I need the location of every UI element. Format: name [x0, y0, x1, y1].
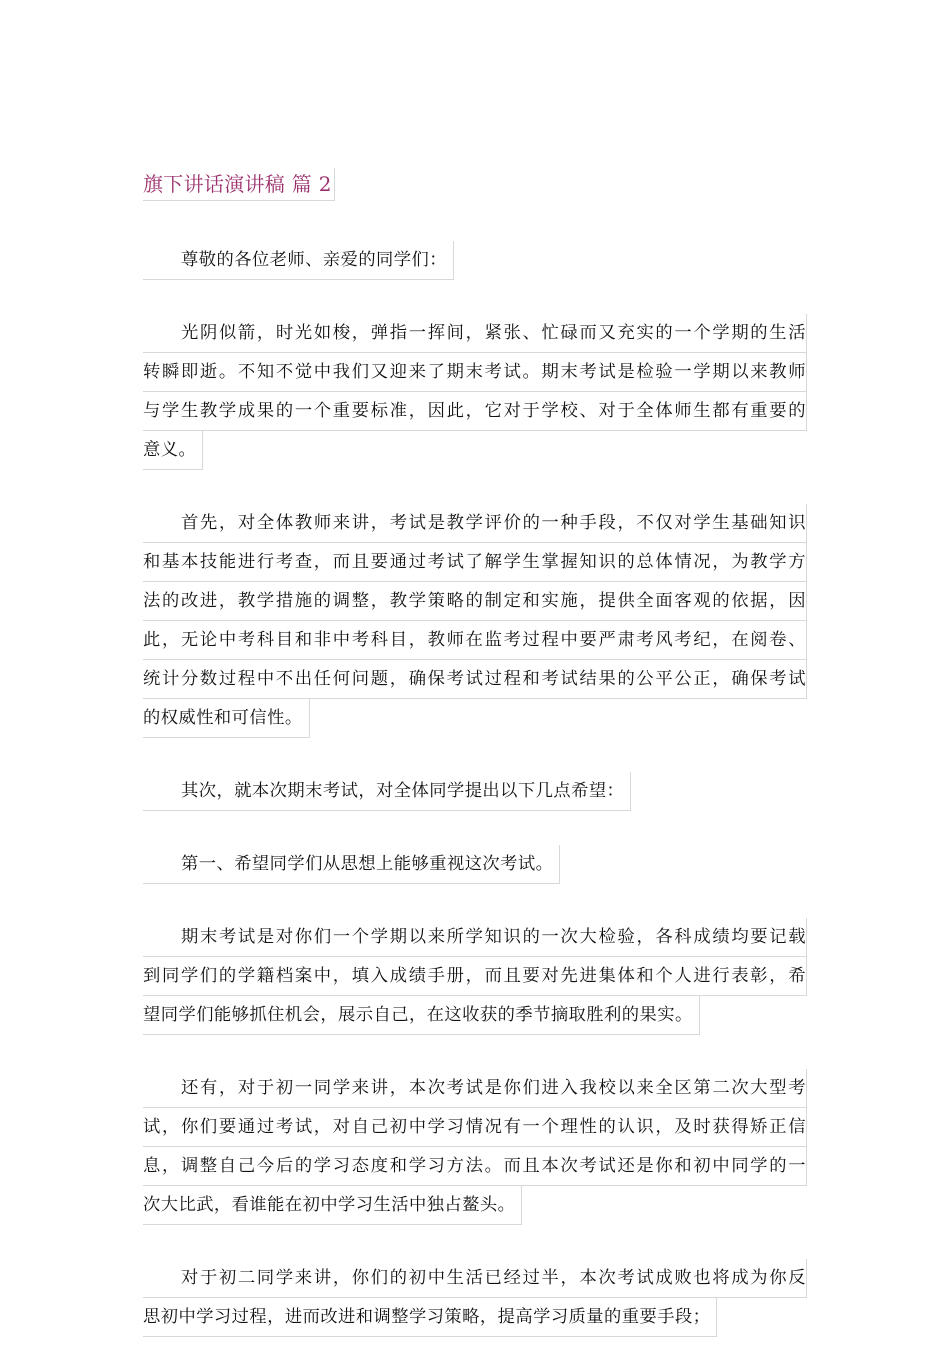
paragraph-line: 试，你们要通过考试，对自己初中学习情况有一个理性的认识，及时获得矫正信 — [143, 1108, 807, 1147]
document-body — [143, 241, 807, 1352]
paragraph-line: 对于初二同学来讲，你们的初中生活已经过半，本次考试成败也将成为你反 — [143, 1259, 807, 1298]
paragraph-line: 思初中学习过程，进而改进和调整学习策略，提高学习质量的重要手段； — [143, 1298, 717, 1337]
paragraph — [143, 845, 807, 899]
paragraph-line: 尊敬的各位老师、亲爱的同学们： — [143, 241, 454, 280]
paragraph-line: 次大比武，看谁能在初中学习生活中独占鳌头。 — [143, 1186, 522, 1225]
paragraph-line: 此，无论中考科目和非中考科目，教师在监考过程中要严肃考风考纪，在阅卷、 — [143, 621, 807, 660]
paragraph-line: 第一、希望同学们从思想上能够重视这次考试。 — [143, 845, 560, 884]
paragraph-line: 其次，就本次期末考试，对全体同学提出以下几点希望： — [143, 772, 631, 811]
paragraph-line: 期末考试是对你们一个学期以来所学知识的一次大检验，各科成绩均要记载 — [143, 918, 807, 957]
paragraph-line: 光阴似箭，时光如梭，弹指一挥间，紧张、忙碌而又充实的一个学期的生活 — [143, 314, 807, 353]
paragraph-line: 意义。 — [143, 431, 203, 470]
paragraph — [143, 314, 807, 485]
paragraph — [143, 772, 807, 826]
document-title: 旗下讲话演讲稿 篇 2 — [143, 168, 335, 201]
paragraph-line: 与学生教学成果的一个重要标准，因此，它对于学校、对于全体师生都有重要的 — [143, 392, 807, 431]
paragraph — [143, 1259, 807, 1352]
paragraph-line: 到同学们的学籍档案中，填入成绩手册，而且要对先进集体和个人进行表彰，希 — [143, 957, 807, 996]
paragraph — [143, 1069, 807, 1240]
paragraph-line: 望同学们能够抓住机会，展示自己，在这收获的季节摘取胜利的果实。 — [143, 996, 700, 1035]
paragraph-line: 和基本技能进行考查，而且要通过考试了解学生掌握知识的总体情况，为教学方 — [143, 543, 807, 582]
paragraph-line: 的权威性和可信性。 — [143, 699, 310, 738]
paragraph-line: 首先，对全体教师来讲，考试是教学评价的一种手段，不仅对学生基础知识 — [143, 504, 807, 543]
paragraph — [143, 504, 807, 753]
paragraph-line: 还有，对于初一同学来讲，本次考试是你们进入我校以来全区第二次大型考 — [143, 1069, 807, 1108]
paragraph — [143, 918, 807, 1050]
paragraph-line: 转瞬即逝。不知不觉中我们又迎来了期末考试。期末考试是检验一学期以来教师 — [143, 353, 807, 392]
paragraph-line: 息，调整自己今后的学习态度和学习方法。而且本次考试还是你和初中同学的一 — [143, 1147, 807, 1186]
paragraph-line: 统计分数过程中不出任何问题，确保考试过程和考试结果的公平公正，确保考试 — [143, 660, 807, 699]
paragraph-line: 法的改进，教学措施的调整，教学策略的制定和实施，提供全面客观的依据，因 — [143, 582, 807, 621]
document-page — [143, 168, 807, 1371]
paragraph — [143, 241, 807, 295]
